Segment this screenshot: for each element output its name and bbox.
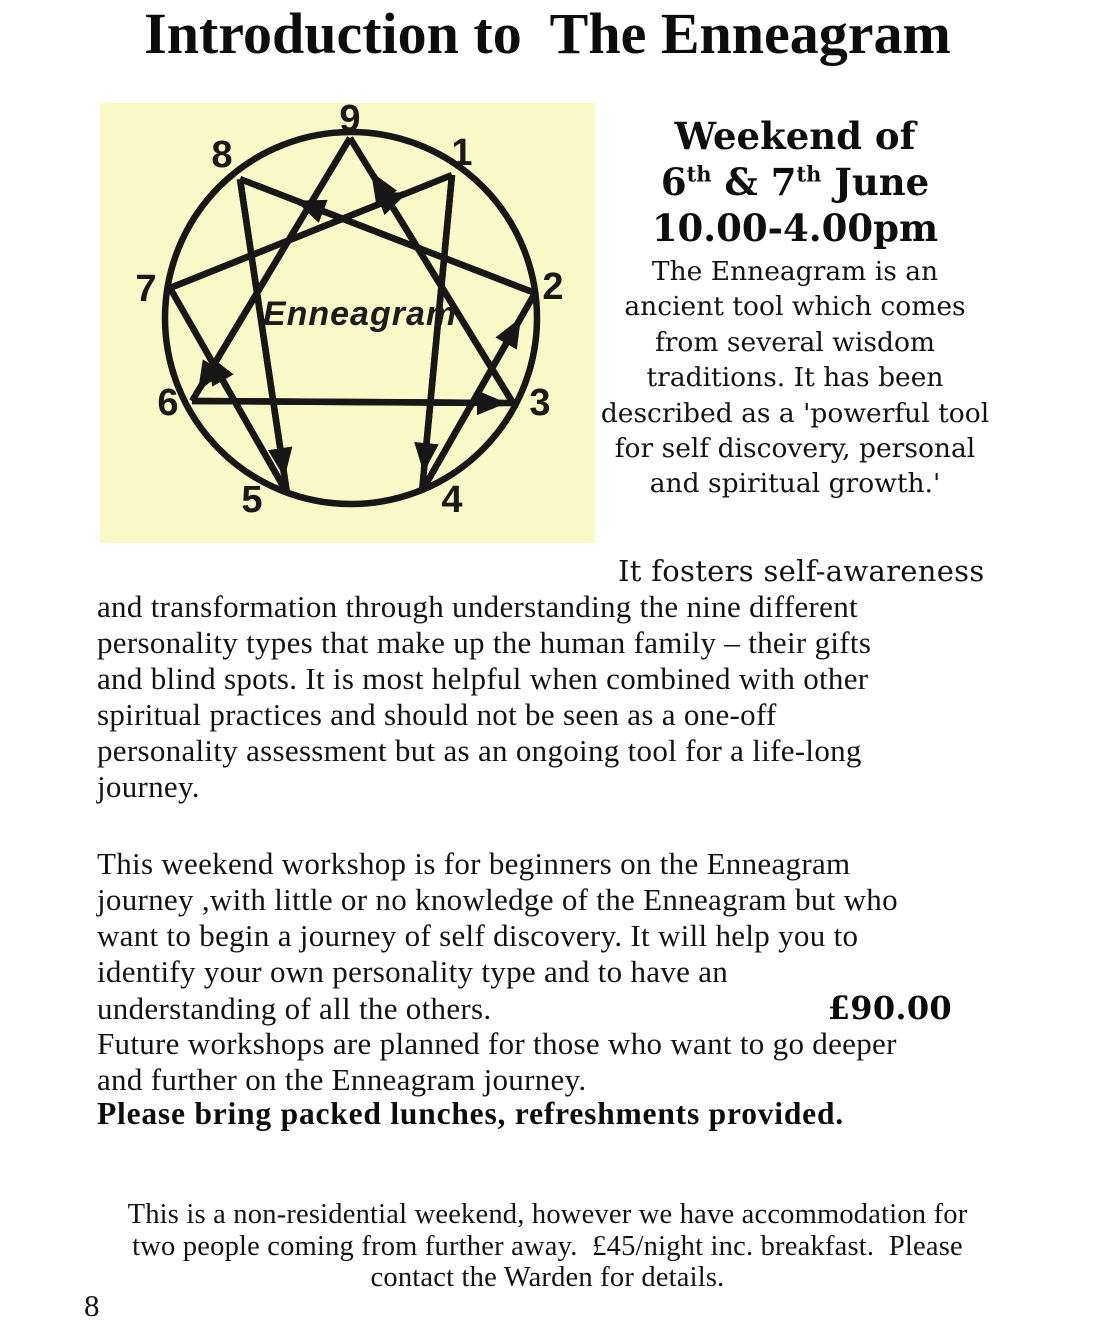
point-label-8: 8 [211,134,233,176]
paragraph-workshop-lines [97,846,1057,990]
text-line: two people coming from further away. £45/night inc. breakfast. Please [132,1230,963,1262]
text-line: for self discovery, personal [614,433,976,465]
paragraph-fosters [97,553,1057,805]
text-line: and blind spots. It is most helpful when combined with other [97,661,869,696]
point-label-3: 3 [529,382,551,424]
event-date [598,159,992,205]
text-line: Future workshops are planned for those who want to go deeper [97,1026,897,1061]
price-row [97,990,952,1027]
text-line: personality assessment but as an ongoing tool for a life-long [97,733,862,768]
text-line: This weekend workshop is for beginners on the Enneagram [97,846,851,881]
text-line: traditions. It has been [646,362,944,394]
accommodation-note [0,1199,1095,1294]
text-line: and further on the Enneagram journey. [97,1062,587,1097]
paragraph-workshop-last-line: understanding of all the others. [97,991,492,1026]
date-day1: 6 [660,160,687,204]
page-number: 8 [84,1288,100,1323]
point-label-7: 7 [135,268,157,310]
point-label-4: 4 [441,479,463,521]
date-sup2: th [796,161,822,187]
packed-lunches-note: Please bring packed lunches, refreshments provided. [97,1096,844,1131]
event-intro-text [598,254,992,502]
point-label-9: 9 [339,103,361,140]
enneagram-diagram [100,103,595,543]
point-label-6: 6 [157,382,179,424]
point-label-5: 5 [241,479,263,521]
event-details [598,113,992,502]
text-line: contact the Warden for details. [370,1262,725,1293]
enneagram-figure [100,103,595,543]
event-heading: Weekend of [674,114,916,158]
price-value: £90.00 [827,989,952,1027]
figure-caption: Enneagram [262,295,458,333]
text-line: journey. [97,769,200,804]
text-line: journey ,with little or no knowledge of the Enneagram but who [97,882,898,917]
arrow-6-3 [192,401,503,403]
text-line: It fosters self-awareness [618,554,985,588]
text-line: personality types that make up the human family – their gifts [97,625,872,660]
date-rest: June [821,160,930,204]
text-line: This is a non-residential weekend, however we have accommodation for [127,1199,968,1230]
text-line: from several wisdom [654,326,936,358]
date-mid: & 7 [711,160,797,204]
page-title: Introduction to The Enneagram [144,1,951,66]
point-label-1: 1 [451,132,473,174]
text-line: and spiritual growth.' [649,468,941,500]
paragraph-future-workshops [97,1026,1057,1098]
text-line: spiritual practices and should not be seen as a one-off [97,697,777,732]
text-line: identify your own personality type and to have an [97,954,729,989]
text-line: ancient tool which comes [624,291,966,323]
text-line: The Enneagram is an [651,256,939,287]
point-label-2: 2 [542,266,564,308]
text-line: and transformation through understanding the nine different [97,589,858,624]
paragraph-workshop [97,846,1057,1027]
text-line: described as a 'powerful tool [600,397,990,429]
event-time: 10.00-4.00pm [651,206,939,250]
date-sup1: th [686,161,712,187]
text-line: want to begin a journey of self discovery. It will help you to [97,918,859,953]
arrow-3-9 [373,175,513,403]
